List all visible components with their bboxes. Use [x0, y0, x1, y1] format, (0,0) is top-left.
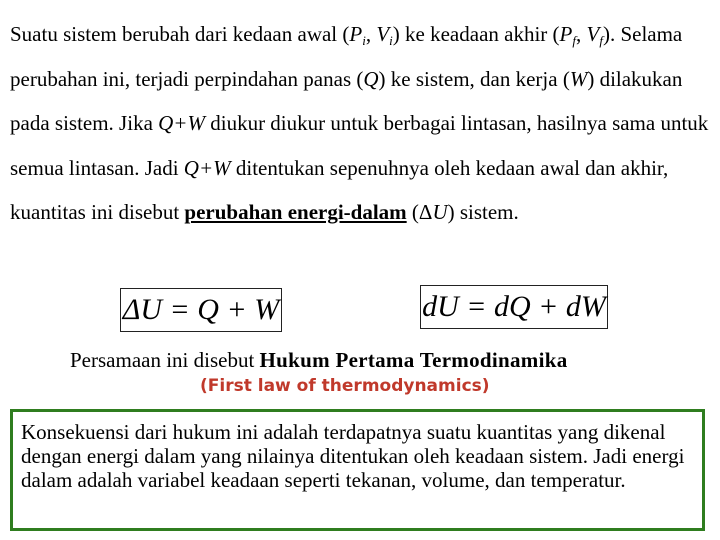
symbol-Q: Q — [363, 66, 379, 91]
text-run: , — [365, 22, 377, 46]
law-statement — [70, 348, 568, 373]
equation-text: ΔU = Q + W — [122, 293, 280, 326]
text-run: ) ke keadaan akhir ( — [392, 22, 560, 46]
text-run: ) ke sistem, dan kerja ( — [378, 66, 570, 91]
symbol-V: V — [586, 22, 600, 46]
text-run: diukur diukur untuk berbagai lintasan, hasilnya sama untuk semua lintasan. Jadi — [10, 111, 709, 180]
law-prefix: Persamaan ini disebut — [70, 348, 260, 372]
key-term: perubahan energi-dalam — [184, 200, 407, 224]
symbol-delta: Δ — [418, 200, 433, 224]
symbol-QW: Q+W — [183, 155, 231, 180]
text-run: , — [576, 22, 587, 46]
consequence-text: Konsekuensi dari hukum ini adalah terdapatnya suatu kuantitas yang dikenal dengan energi dalam yang nilainya ditentukan oleh keadaan sistem. Jadi energi dalam adalah variabel keadaan seperti tekanan, volume, dan temperatur. — [21, 420, 685, 492]
text-run: ( — [406, 200, 419, 224]
text-run: ) dilakukan pada sistem. Jika — [10, 66, 683, 135]
symbol-P: P — [349, 22, 363, 46]
symbol-QW: Q+W — [158, 111, 205, 135]
text-run: ). Selama perubahan ini, terjadi perpindahan panas ( — [10, 22, 683, 91]
law-english-name: (First law of thermodynamics) — [200, 376, 490, 396]
symbol-U: U — [432, 200, 448, 224]
subscript-i: i — [389, 33, 393, 48]
subscript-i: i — [362, 33, 366, 48]
symbol-W: W — [569, 66, 588, 91]
equation-differential-form — [420, 285, 608, 329]
text-run: ) sistem. — [447, 200, 519, 224]
equation-text: dU = dQ + dW — [422, 290, 606, 323]
intro-paragraph — [10, 12, 710, 235]
equation-first-law — [120, 288, 282, 332]
text-run: Suatu sistem berubah dari kedaan awal ( — [10, 22, 350, 46]
subscript-f: f — [572, 33, 576, 48]
symbol-V: V — [376, 22, 390, 46]
symbol-P: P — [559, 22, 573, 46]
subscript-f: f — [599, 33, 603, 48]
law-name: Hukum Pertama Termodinamika — [259, 348, 568, 372]
text-run: ditentukan sepenuhnya oleh kedaan awal dan akhir, kuantitas ini disebut — [10, 155, 669, 224]
consequence-box — [10, 409, 705, 531]
